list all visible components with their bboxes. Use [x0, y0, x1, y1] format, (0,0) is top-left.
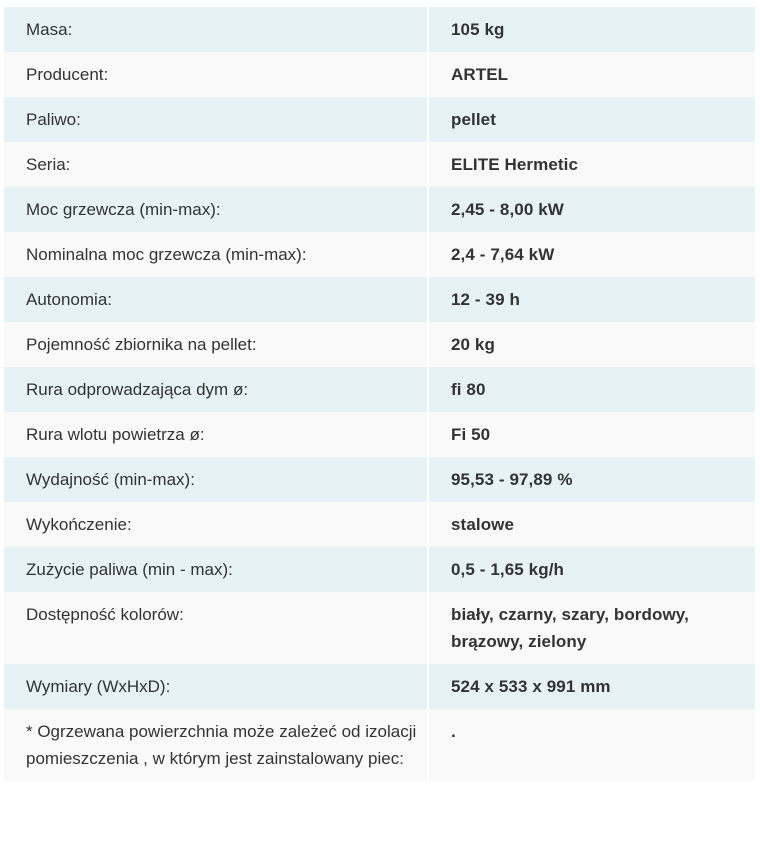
spec-label: Dostępność kolorów: [4, 592, 429, 664]
table-row [4, 502, 755, 547]
spec-label: Seria: [4, 142, 429, 187]
spec-label: Moc grzewcza (min-max): [4, 187, 429, 232]
table-row [4, 457, 755, 502]
spec-value: stalowe [429, 502, 755, 547]
spec-value: 12 - 39 h [429, 277, 755, 322]
spec-label: Zużycie paliwa (min - max): [4, 547, 429, 592]
table-row [4, 367, 755, 412]
spec-value: 105 kg [429, 7, 755, 52]
table-row [4, 322, 755, 367]
spec-label: * Ogrzewana powierzchnia może zależeć od izolacji pomieszczenia , w którym jest zainstalowany piec: [4, 709, 429, 781]
spec-value: 524 x 533 x 991 mm [429, 664, 755, 709]
spec-label: Rura wlotu powietrza ø: [4, 412, 429, 457]
spec-label: Wymiary (WxHxD): [4, 664, 429, 709]
spec-label: Nominalna moc grzewcza (min-max): [4, 232, 429, 277]
spec-value: . [429, 709, 755, 781]
table-row [4, 709, 755, 781]
spec-value: ELITE Hermetic [429, 142, 755, 187]
table-row [4, 547, 755, 592]
spec-value: biały, czarny, szary, bordowy, brązowy, zielony [429, 592, 755, 664]
spec-value: 2,45 - 8,00 kW [429, 187, 755, 232]
spec-label: Producent: [4, 52, 429, 97]
spec-value: fi 80 [429, 367, 755, 412]
spec-label: Wykończenie: [4, 502, 429, 547]
spec-value: 2,4 - 7,64 kW [429, 232, 755, 277]
table-row [4, 232, 755, 277]
spec-value: 95,53 - 97,89 % [429, 457, 755, 502]
table-row [4, 52, 755, 97]
table-row [4, 412, 755, 457]
table-row [4, 7, 755, 52]
spec-value: ARTEL [429, 52, 755, 97]
table-row [4, 277, 755, 322]
table-row [4, 97, 755, 142]
spec-label: Paliwo: [4, 97, 429, 142]
spec-label: Wydajność (min-max): [4, 457, 429, 502]
spec-label: Autonomia: [4, 277, 429, 322]
spec-table [4, 7, 755, 781]
spec-label: Rura odprowadzająca dym ø: [4, 367, 429, 412]
spec-label: Pojemność zbiornika na pellet: [4, 322, 429, 367]
spec-value: pellet [429, 97, 755, 142]
table-row [4, 187, 755, 232]
spec-label: Masa: [4, 7, 429, 52]
table-row [4, 664, 755, 709]
table-row [4, 592, 755, 664]
spec-value: Fi 50 [429, 412, 755, 457]
spec-value: 0,5 - 1,65 kg/h [429, 547, 755, 592]
spec-value: 20 kg [429, 322, 755, 367]
table-row [4, 142, 755, 187]
